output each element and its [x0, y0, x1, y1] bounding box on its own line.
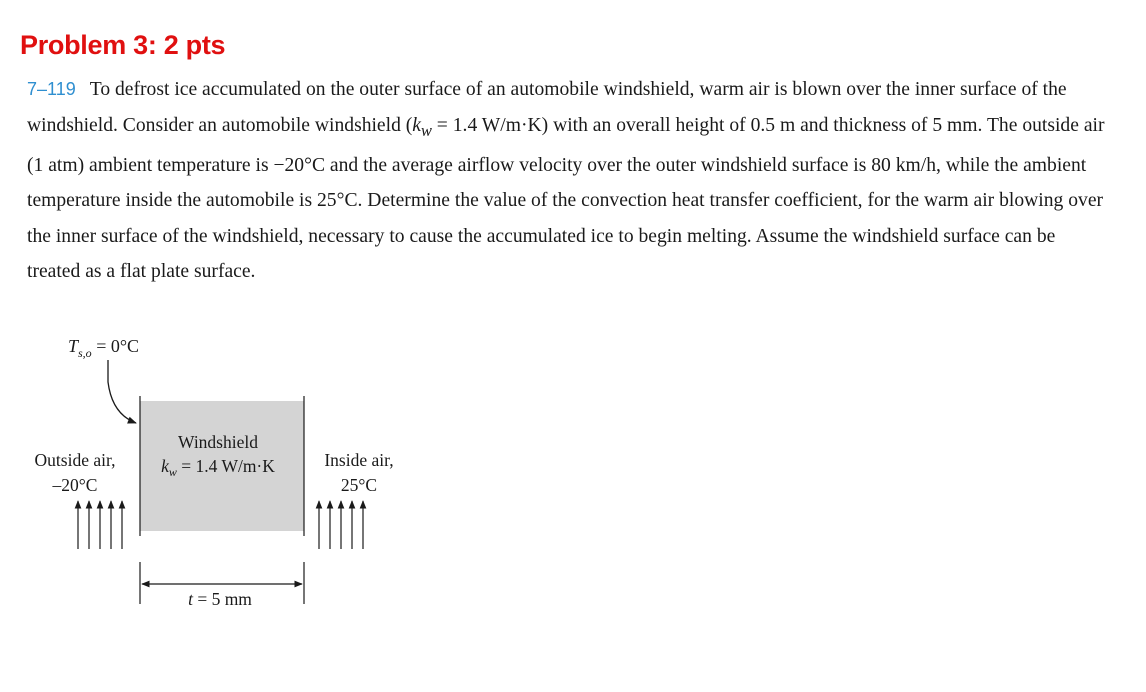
problem-text-part-2: = 1.4 W/m·K) with an overall height of 0.5 m and thickness of 5 mm. The outside air (1 atm) ambient temperature is −20°C and the average airflow velocity over the outer windshield surface is 80 km/h, while the ambient temperature inside the automobile is 25°C. Determine the value of the convection heat transfer coefficient, for the warm air blowing over the inner surface of the windshield, necessary to cause the accumulated ice to begin melting. Assume the windshield surface can be treated as a flat plate surface. [27, 114, 1105, 283]
conductivity-symbol: k [412, 114, 421, 136]
conductivity-subscript: w [421, 120, 432, 140]
inside-air-temp: 25°C [340, 475, 378, 495]
inside-air-label: Inside air, [324, 450, 394, 470]
outside-airflow-arrows [78, 501, 122, 549]
windshield-conductivity: $k_w = 1.4$ W/m·K [161, 456, 275, 479]
inside-airflow-arrows [319, 501, 363, 549]
problem-number: 7–119 [27, 79, 76, 99]
thickness-label: t = 5 mm [188, 589, 252, 609]
outside-air-label: Outside air, [34, 450, 116, 470]
surface-temp-label: $T_{s,o} = 0^\circ C$ [68, 336, 140, 360]
problem-text-part-1: To defrost ice accumulated on the outer surface of an automobile windshield, warm air is blown over the inner surface of the windshield. Consider an automobile windshield ( [27, 79, 1067, 136]
problem-title: Problem 3: 2 pts [20, 30, 226, 60]
outside-air-temp: –20°C [52, 475, 98, 495]
surface-leader-arrow [108, 360, 136, 423]
windshield-label: Windshield [178, 432, 258, 452]
